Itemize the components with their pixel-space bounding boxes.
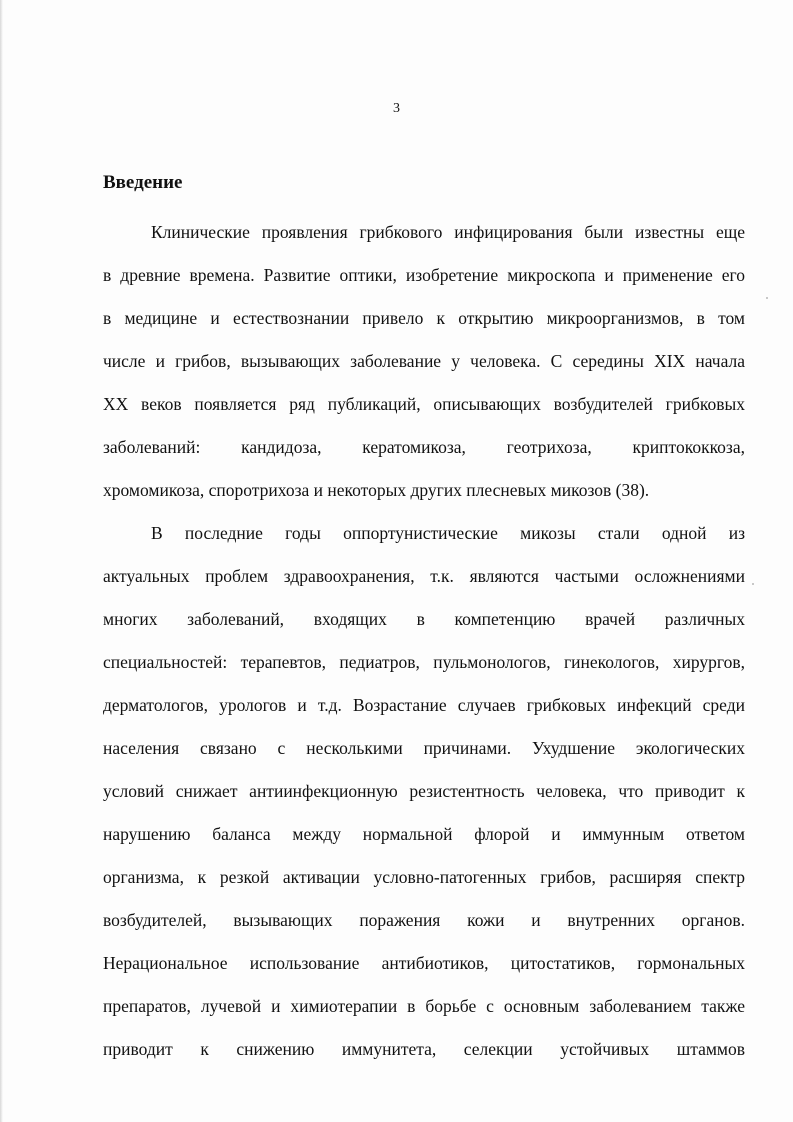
text-line: в древние времена. Развитие оптики, изобретение микроскопа и применение его (103, 265, 745, 285)
text-line: дерматологов, урологов и т.д. Возрастание случаев грибковых инфекций среди (103, 695, 745, 715)
text-line: приводит к снижению иммунитета, селекции устойчивых штаммов (103, 1039, 745, 1059)
scan-edge (0, 0, 3, 1122)
text-line: нарушению баланса между нормальной флорой и иммунным ответом (103, 824, 745, 844)
page-number: 3 (393, 101, 400, 116)
text-line: хромомикоза, споротрихоза и некоторых других плесневых микозов (38). (103, 480, 650, 500)
text-line: организма, к резкой активации условно-патогенных грибов, расширяя спектр (103, 867, 745, 887)
scan-speck (766, 297, 768, 299)
text-line: препаратов, лучевой и химиотерапии в борьбе с основным заболеванием также (103, 996, 745, 1016)
text-line: актуальных проблем здравоохранения, т.к. являются частыми осложнениями (103, 566, 745, 586)
text-line: в медицине и естествознании привело к открытию микроорганизмов, в том (103, 308, 745, 328)
text-line: числе и грибов, вызывающих заболевание у человека. С середины XIX начала (103, 351, 745, 371)
text-line: Клинические проявления грибкового инфицирования были известны еще (151, 222, 745, 242)
text-line: многих заболеваний, входящих в компетенцию врачей различных (103, 609, 745, 629)
text-line: Нерациональное использование антибиотиков, цитостатиков, гормональных (103, 953, 745, 973)
scan-speck (752, 583, 754, 585)
text-line: возбудителей, вызывающих поражения кожи и внутренних органов. (103, 910, 745, 930)
section-heading: Введение (103, 172, 183, 193)
text-line: заболеваний: кандидоза, кератомикоза, геотрихоза, криптококкоза, (103, 437, 745, 457)
text-line: В последние годы оппортунистические микозы стали одной из (151, 523, 745, 543)
text-line: XX веков появляется ряд публикаций, описывающих возбудителей грибковых (103, 394, 745, 414)
text-line: специальностей: терапевтов, педиатров, пульмонологов, гинекологов, хирургов, (103, 652, 745, 672)
text-line: условий снижает антиинфекционную резистентность человека, что приводит к (103, 781, 745, 801)
text-line: населения связано с несколькими причинами. Ухудшение экологических (103, 738, 745, 758)
